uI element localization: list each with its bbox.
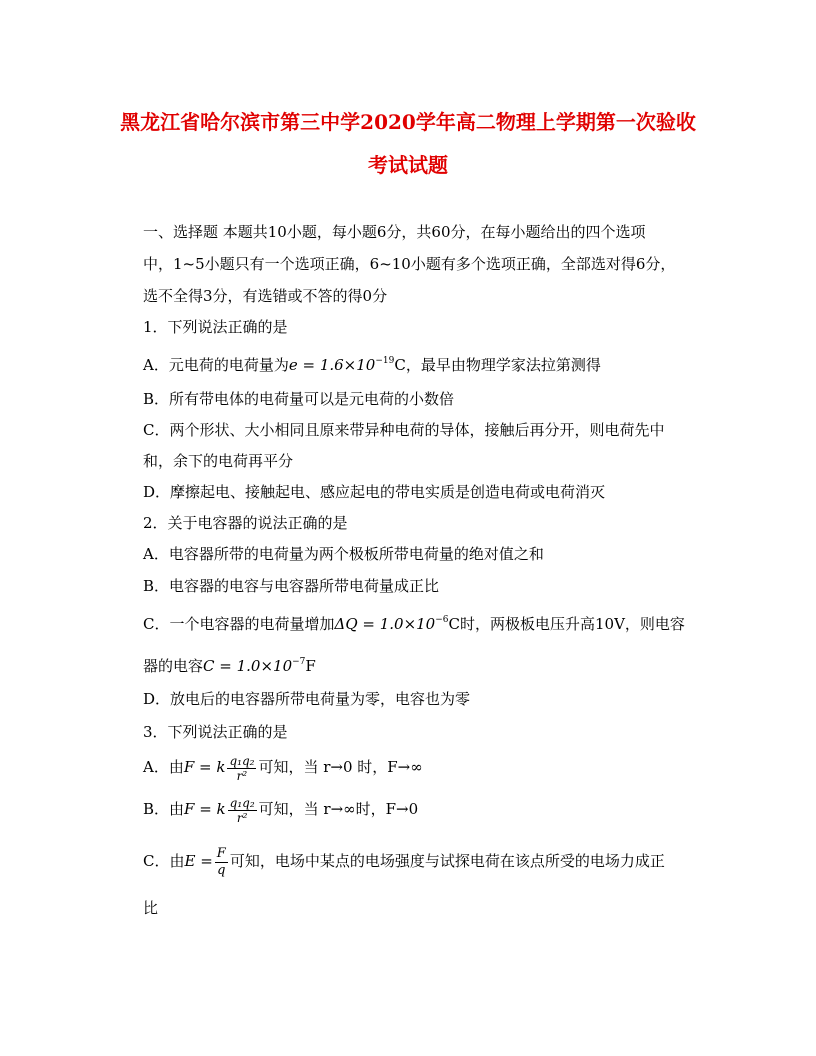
q3-a-prefix: A．由 <box>143 758 184 776</box>
q3-b-denominator: r² <box>236 810 248 825</box>
q3-c-prefix: C．由 <box>143 852 185 870</box>
q1-option-c-line-2: 和，余下的电荷再平分 <box>143 452 294 470</box>
q3-b-prefix: B．由 <box>143 800 185 818</box>
section-instructions-line-3: 选不全得3分，有选错或不答的得0分 <box>143 287 388 305</box>
q2-c2-formula: C = 1.0×10 <box>203 657 293 675</box>
section-instructions-line-1: 一、选择题 本题共10小题，每小题6分，共60分，在每小题给出的四个选项 <box>143 223 646 241</box>
q3-option-c-line-2: 比 <box>143 899 159 917</box>
q3-option-c-line-1 <box>143 842 665 880</box>
q3-stem: 3．下列说法正确的是 <box>143 723 288 741</box>
q3-c-suffix: 可知，电场中某点的电场强度与试探电荷在该点所受的电场力成正 <box>229 852 665 870</box>
q1-a-exponent: −19 <box>375 356 395 366</box>
q1-option-a <box>143 352 601 375</box>
q2-c2-prefix: 器的电容 <box>143 657 204 675</box>
q3-option-b <box>143 792 418 826</box>
q3-b-numerator: q₁q₂ <box>229 795 255 810</box>
q2-option-d: D．放电后的电容器所带电荷量为零，电容也为零 <box>143 690 471 708</box>
q2-option-c-line-1 <box>143 611 685 634</box>
q3-a-numerator: q₁q₂ <box>229 753 255 768</box>
document-title-line-2: 考试试题 <box>368 153 448 177</box>
q2-c-formula: ΔQ = 1.0×10 <box>334 615 436 633</box>
q1-a-suffix: ，最早由物理学家法拉第测得 <box>405 356 601 374</box>
q1-option-c-line-1: C．两个形状、大小相同且原来带异种电荷的导体，接触后再分开，则电荷先中 <box>143 421 665 439</box>
q2-c-prefix: C．一个电容器的电荷量增加 <box>143 615 335 633</box>
q1-a-formula: e = 1.6×10 <box>288 356 376 374</box>
q2-c-suffix: 时，两极板电压升高10V，则电容 <box>460 615 685 633</box>
q3-c-numerator: F <box>216 845 226 861</box>
q3-a-lhs: F = k <box>183 758 226 776</box>
q2-c2-unit: F <box>305 657 316 675</box>
q2-c-exponent: −6 <box>435 615 449 625</box>
q3-c-lhs: E = <box>184 852 213 870</box>
q3-b-lhs: F = k <box>184 800 226 818</box>
q3-b-suffix: 可知，当 r→∞时，F→0 <box>258 800 419 818</box>
q2-option-b: B．电容器的电容与电容器所带电荷量成正比 <box>143 577 440 595</box>
q2-stem: 2．关于电容器的说法正确的是 <box>143 514 348 532</box>
document-title-line-1: 黑龙江省哈尔滨市第三中学2020学年高二物理上学期第一次验收 <box>120 110 696 134</box>
q2-c2-exponent: −7 <box>292 657 306 667</box>
q2-option-c-line-2 <box>143 653 316 676</box>
q3-c-fraction <box>215 846 228 879</box>
section-instructions-line-2: 中，1~5小题只有一个选项正确，6~10小题有多个选项正确，全部选对得6分， <box>143 255 676 273</box>
q1-option-b: B．所有带电体的电荷量可以是元电荷的小数倍 <box>143 390 455 408</box>
q3-c-denominator: q <box>217 862 226 878</box>
q1-option-d: D．摩擦起电、接触起电、感应起电的带电实质是创造电荷或电荷消灭 <box>143 483 606 501</box>
q2-option-a: A．电容器所带的电荷量为两个极板所带电荷量的绝对值之和 <box>143 545 544 563</box>
q1-a-unit: C <box>394 356 406 374</box>
q2-c-unit: C <box>448 615 460 633</box>
q3-option-a <box>143 750 423 784</box>
q1-stem: 1．下列说法正确的是 <box>143 318 288 336</box>
q1-a-prefix: A．元电荷的电荷量为 <box>143 356 289 374</box>
q3-b-fraction <box>228 796 257 825</box>
q3-a-suffix: 可知，当 r→0 时，F→∞ <box>258 758 423 776</box>
q3-a-fraction <box>227 754 256 783</box>
q3-a-denominator: r² <box>236 768 248 783</box>
